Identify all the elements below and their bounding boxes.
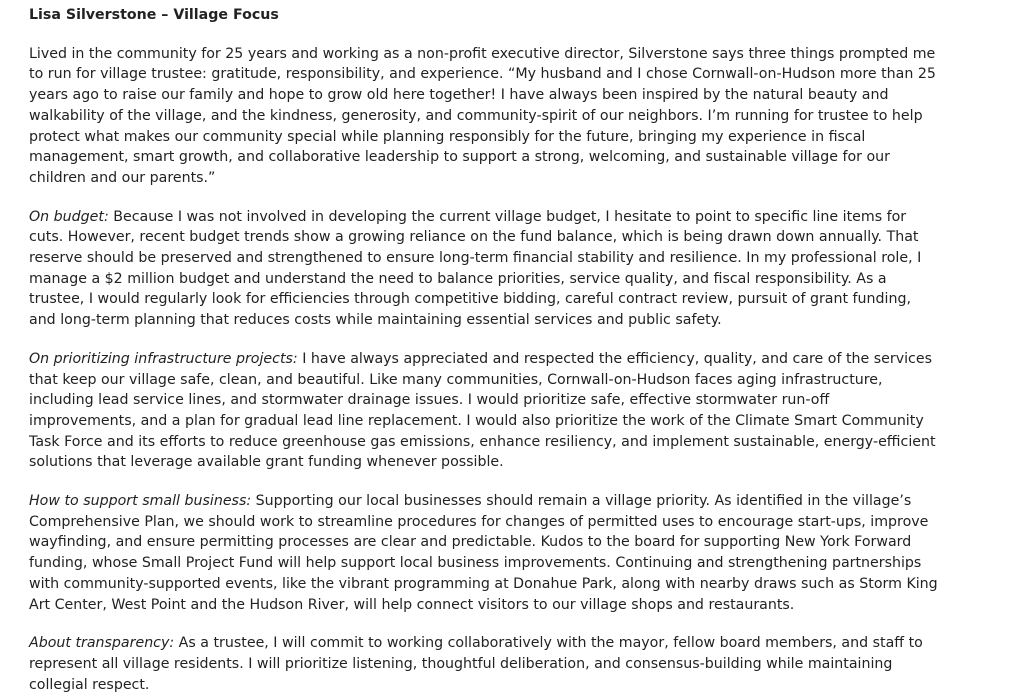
intro-paragraph: Lived in the community for 25 years and working as a non-profit executive director, Silverstone says three things prompted me to run for village trustee: gratitude, responsibility, and experience. “My husband and I chose Cornwall-on-Hudson more than 25 years ago to raise our family and hope to grow old here together! I have always been inspired by the natural beauty and walkability of the village, and the kindness, generosity, and community-spirit of our neighbors. I’m running for trustee to help protect what makes our community special while planning responsibly for the future, bringing my experience in fiscal management, smart growth, and collaborative leadership to support a strong, welcoming, and sustainable village for our children and our parents.” (29, 45, 936, 186)
small-business-body: Supporting our local businesses should remain a village priority. As identified in the village’s Comprehensive Plan, we should work to streamline procedures for changes of permitted uses to encourage start-ups, improve wayfinding, and ensure permitting processes are clear and predictable. Kudos to the board for supporting New York Forward funding, whose Small Project Fund will help support local business improvements. Continuing and strengthening partnerships with community-supported events, like the vibrant programming at Donahue Park, along with nearby draws such as Storm King Art Center, West Point and the Hudson River, will help connect visitors to our village shops and restaurants. (29, 493, 938, 613)
transparency-paragraph (29, 633, 939, 695)
infrastructure-paragraph (29, 349, 939, 473)
article (29, 0, 939, 695)
budget-heading: On budget: (29, 208, 109, 225)
small-business-heading: How to support small business: (29, 493, 252, 510)
budget-body: Because I was not involved in developing the current village budget, I hesitate to point to specific line items for cuts. However, recent budget trends show a growing reliance on the fund balance, which is being drawn down annually. That reserve should be preserved and strengthened to ensure long-term financial stability and resilience. In my professional role, I manage a $2 million budget and understand the need to balance priorities, service quality, and fiscal responsibility. As a trustee, I would regularly look for efficiencies through competitive bidding, careful contract review, pursuit of grant funding, and long-term planning that reduces costs while maintaining essential services and public safety. (29, 208, 922, 329)
article-title: Lisa Silverstone – Village Focus (29, 7, 279, 23)
transparency-heading: About transparency: (29, 635, 175, 652)
infrastructure-body: I have always appreciated and respected the efficiency, quality, and care of the services that keep our village safe, clean, and beautiful. Like many communities, Cornwall-on-Hudson faces aging infrastructure, including lead service lines, and stormwater drainage issues. I would prioritize safe, effective stormwater run-off improvements, and a plan for gradual lead line replacement. I would also prioritize the work of the Climate Smart Community Task Force and its efforts to reduce greenhouse gas emissions, enhance resiliency, and implement sustainable, energy-efficient solutions that leverage available grant funding whenever possible. (29, 350, 936, 471)
small-business-paragraph (29, 491, 939, 615)
transparency-body: As a trustee, I will commit to working collaboratively with the mayor, fellow board members, and staff to represent all village residents. I will prioritize listening, thoughtful deliberation, and consensus-building while maintaining collegial respect. (29, 635, 923, 693)
infrastructure-heading: On prioritizing infrastructure projects: (29, 350, 298, 367)
budget-paragraph (29, 207, 939, 331)
